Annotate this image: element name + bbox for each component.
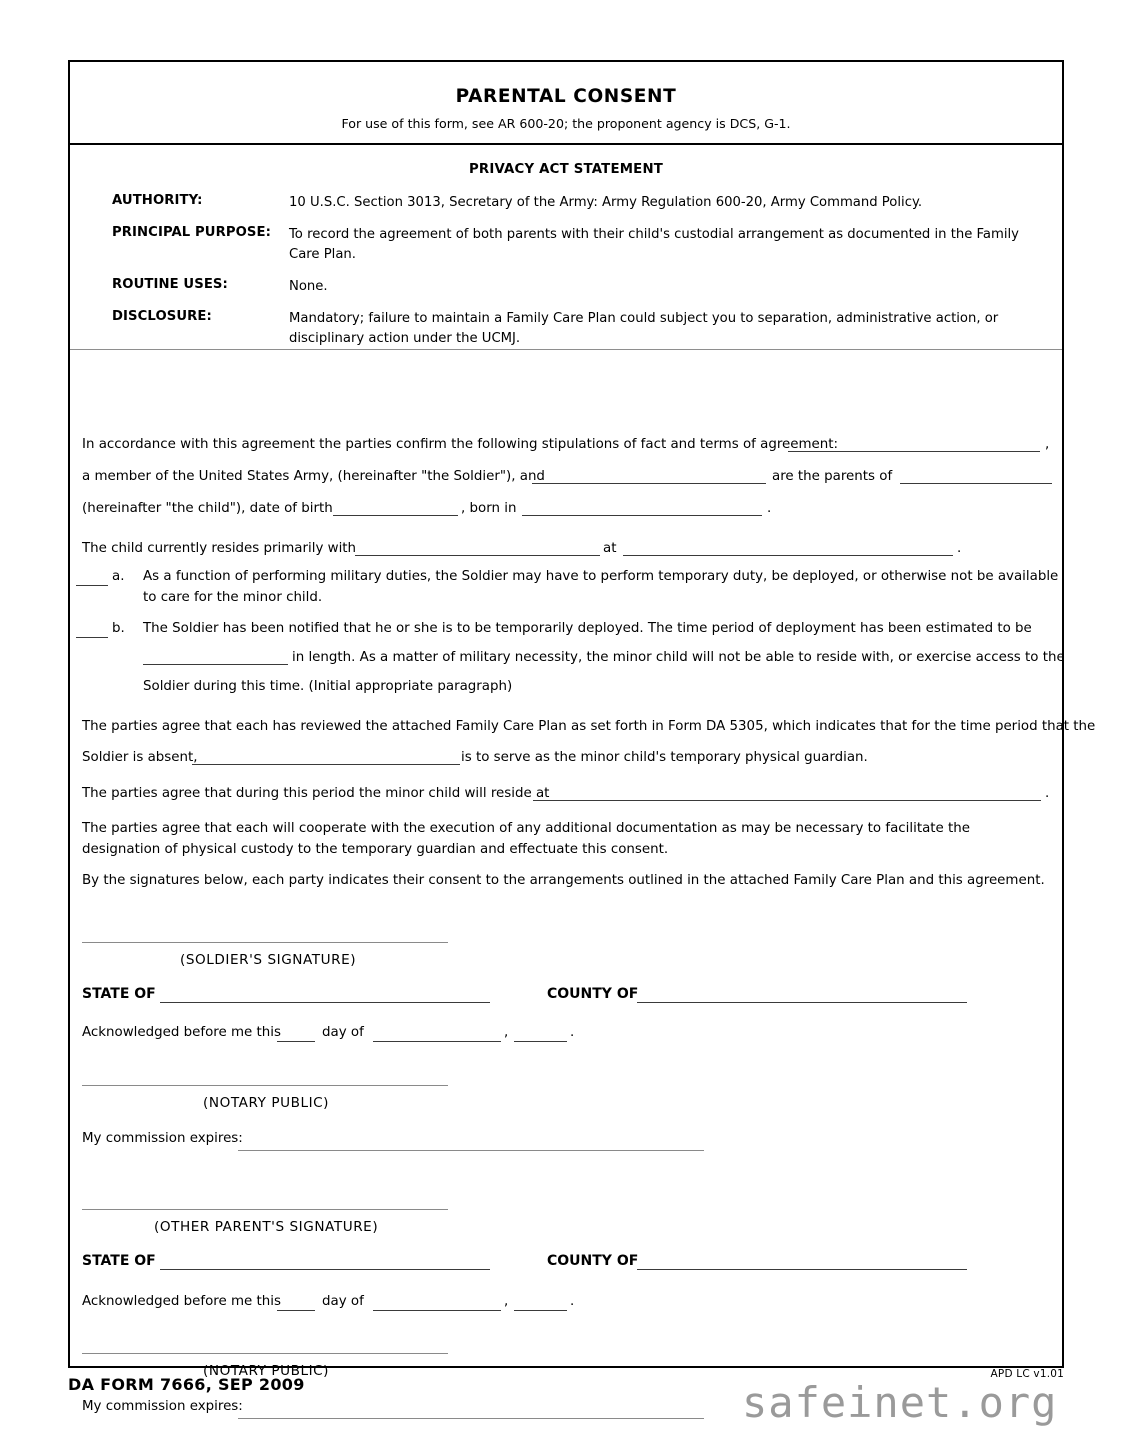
agreement-line-4-period: . <box>957 541 962 556</box>
county-of-label-2: COUNTY OF <box>547 1253 639 1269</box>
blank-deployment-length[interactable] <box>143 664 288 665</box>
privacy-act-block <box>70 145 1062 350</box>
para-reside-label: The parties agree that during this period the minor child will reside at <box>82 786 550 801</box>
privacy-label-authority: AUTHORITY: <box>112 193 203 208</box>
other-parent-signature-caption: (OTHER PARENT'S SIGNATURE) <box>154 1219 379 1235</box>
blank-child-name[interactable] <box>900 483 1052 484</box>
para-signatures: By the signatures below, each party indicates their consent to the arrangements outlined in the attached Family Care Plan and this agreement. <box>82 873 1045 888</box>
blank-ack-day-1[interactable] <box>277 1041 315 1042</box>
ack-period-1: . <box>570 1025 575 1040</box>
agreement-line-3b: , born in <box>461 501 517 516</box>
blank-ack-year-1[interactable] <box>514 1041 567 1042</box>
agreement-line-4a: The child currently resides primarily with <box>82 541 357 556</box>
ack-comma-1: , <box>504 1025 509 1040</box>
agreement-line-2b: are the parents of <box>772 469 893 484</box>
blank-resides-with[interactable] <box>355 555 600 556</box>
privacy-value-principal-purpose: To record the agreement of both parents with their child's custodial arrangement as documented in the Family Care Plan. <box>289 227 1019 262</box>
form-number: DA FORM 7666, SEP 2009 <box>68 1375 305 1394</box>
privacy-act-heading: PRIVACY ACT STATEMENT <box>468 162 664 177</box>
agreement-line-2a: a member of the United States Army, (hereinafter "the Soldier"), and <box>82 469 545 484</box>
blank-other-parent-name[interactable] <box>532 483 766 484</box>
para-absent-label: Soldier is absent, <box>82 750 198 765</box>
para-reside-period: . <box>1045 786 1050 801</box>
privacy-value-authority: 10 U.S.C. Section 3013, Secretary of the Army: Army Regulation 600-20, Army Command Policy. <box>289 195 923 210</box>
ack-text-1: Acknowledged before me this <box>82 1025 281 1040</box>
para-absent-text: is to serve as the minor child's temporary physical guardian. <box>461 750 868 765</box>
item-b-letter: b. <box>112 621 125 636</box>
item-b-line-2: in length. As a matter of military necessity, the minor child will not be able to reside with, or exercise access to the <box>292 650 1065 665</box>
watermark: safeinet.org <box>742 1378 1058 1427</box>
ack-comma-2: , <box>504 1294 509 1309</box>
agreement-line-3a: (hereinafter "the child"), date of birth <box>82 501 333 516</box>
agreement-line-3-period: . <box>767 501 772 516</box>
item-b-line-1: The Soldier has been notified that he or she is to be temporarily deployed. The time period of deployment has been estimated to be <box>143 621 1032 636</box>
blank-ack-day-2[interactable] <box>277 1310 315 1311</box>
agreement-line-4b: at <box>603 541 617 556</box>
blank-commission-expires-2[interactable] <box>238 1418 704 1419</box>
item-a-text: As a function of performing military duties, the Soldier may have to perform temporary duty, be deployed, or otherwise not be available to care for the minor child. <box>143 569 1059 605</box>
blank-initials-b[interactable] <box>76 637 108 638</box>
privacy-value-disclosure: Mandatory; failure to maintain a Family Care Plan could subject you to separation, administrative action, or disciplinary action under the UCMJ. <box>289 311 999 346</box>
para-cooperate: The parties agree that each will cooperate with the execution of any additional documentation as may be necessary to facilitate the designation of physical custody to the temporary guardian and effectuate this consent. <box>82 821 971 857</box>
form-subtitle: For use of this form, see AR 600-20; the proponent agency is DCS, G-1. <box>341 116 791 131</box>
blank-other-parent-signature[interactable] <box>82 1209 448 1210</box>
blank-ack-month-2[interactable] <box>373 1310 501 1311</box>
notary-public-caption-2: (NOTARY PUBLIC) <box>203 1363 330 1379</box>
agreement-line-1: In accordance with this agreement the parties confirm the following stipulations of fact and terms of agreement: <box>82 437 839 452</box>
title-block <box>70 62 1062 145</box>
blank-state-1[interactable] <box>160 1002 490 1003</box>
privacy-label-principal-purpose: PRINCIPAL PURPOSE: <box>112 225 271 240</box>
para-reviewed: The parties agree that each has reviewed the attached Family Care Plan as set forth in Form DA 5305, which indicates that for the time period that the <box>82 719 1096 734</box>
county-of-label-1: COUNTY OF <box>547 986 639 1002</box>
blank-notary-signature-1[interactable] <box>82 1085 448 1086</box>
ack-day-of-1: day of <box>322 1025 364 1040</box>
blank-state-2[interactable] <box>160 1269 490 1270</box>
item-b-line-3: Soldier during this time. (Initial appropriate paragraph) <box>143 679 513 694</box>
ack-period-2: . <box>570 1294 575 1309</box>
blank-residence-address[interactable] <box>623 555 953 556</box>
agreement-line-1-comma: , <box>1045 437 1050 452</box>
form-title: PARENTAL CONSENT <box>455 86 677 107</box>
ack-text-2: Acknowledged before me this <box>82 1294 281 1309</box>
privacy-label-disclosure: DISCLOSURE: <box>112 309 212 324</box>
blank-notary-signature-2[interactable] <box>82 1353 448 1354</box>
blank-ack-month-1[interactable] <box>373 1041 501 1042</box>
blank-county-2[interactable] <box>637 1269 967 1270</box>
blank-temporary-guardian[interactable] <box>192 764 460 765</box>
blank-commission-expires-1[interactable] <box>238 1150 704 1151</box>
blank-soldier-name[interactable] <box>788 451 1040 452</box>
privacy-value-routine-uses: None. <box>289 279 328 294</box>
blank-reside-address[interactable] <box>533 800 1041 801</box>
privacy-label-routine-uses: ROUTINE USES: <box>112 277 228 292</box>
blank-initials-a[interactable] <box>76 585 108 586</box>
apd-version: APD LC v1.01 <box>990 1368 1064 1380</box>
state-of-label-1: STATE OF <box>82 986 156 1002</box>
blank-child-dob[interactable] <box>333 515 458 516</box>
commission-expires-label-2: My commission expires: <box>82 1399 243 1414</box>
ack-day-of-2: day of <box>322 1294 364 1309</box>
commission-expires-label-1: My commission expires: <box>82 1131 243 1146</box>
blank-soldier-signature[interactable] <box>82 942 448 943</box>
soldier-signature-caption: (SOLDIER'S SIGNATURE) <box>180 952 357 968</box>
blank-county-1[interactable] <box>637 1002 967 1003</box>
blank-ack-year-2[interactable] <box>514 1310 567 1311</box>
state-of-label-2: STATE OF <box>82 1253 156 1269</box>
blank-child-birthplace[interactable] <box>522 515 762 516</box>
item-a-letter: a. <box>112 569 125 584</box>
notary-public-caption-1: (NOTARY PUBLIC) <box>203 1095 330 1111</box>
